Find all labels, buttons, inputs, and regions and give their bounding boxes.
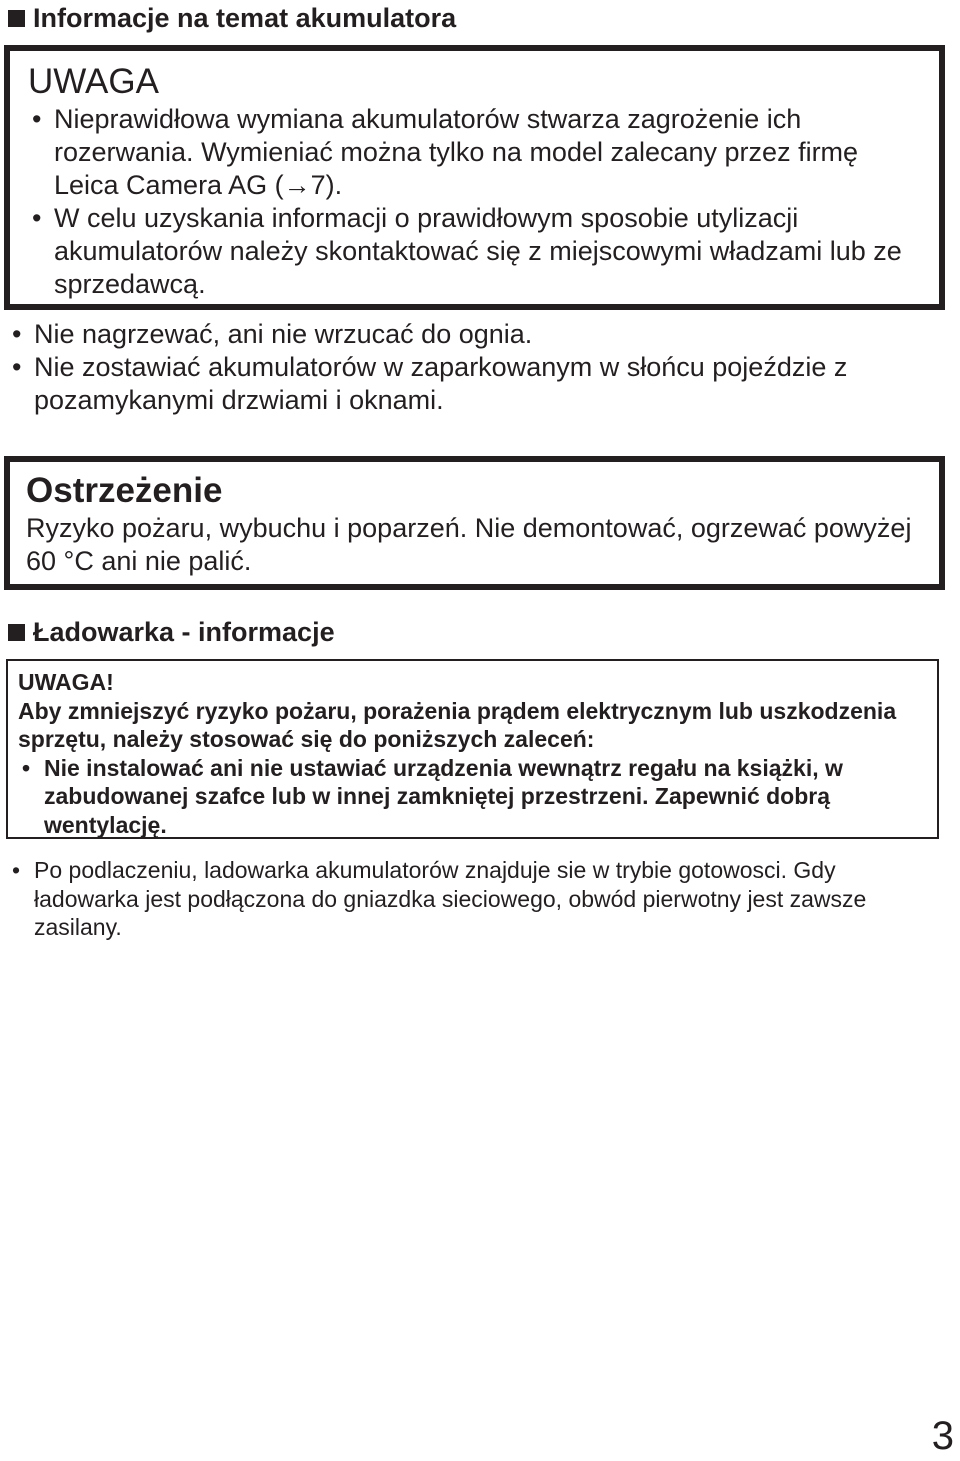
battery-warning-text: Ryzyko pożaru, wybuchu i poparzeń. Nie demontować, ogrzewać powyżej 60 °C ani nie palić. [26, 513, 912, 576]
black-square-icon [8, 624, 25, 641]
charger-caution-item-text: Nie instalować ani nie ustawiać urządzenia wewnątrz regału na książki, w zabudowanej szafce lub w innej zamkniętej przestrzeni. Zapewnić dobrą wentylację. [44, 754, 843, 838]
black-square-icon [8, 10, 25, 27]
charger-note-text: Po podlaczeniu, ladowarka akumulatorów znajduje sie w trybie gotowosci. Gdy ładowarka jest podłączona do gniazdka sieciowego, obwód pierwotny jest zawsze zasilany. [34, 857, 867, 940]
battery-section-heading [8, 2, 456, 34]
battery-notes-list [8, 318, 943, 417]
battery-note-item [8, 351, 943, 417]
bullet-icon: • [32, 104, 42, 134]
battery-section-heading-text: Informacje na temat akumulatora [33, 3, 457, 33]
charger-caution-title: UWAGA! [18, 669, 114, 695]
battery-note-item [8, 318, 943, 351]
bullet-icon: • [12, 857, 21, 883]
charger-section-heading [8, 616, 335, 648]
battery-caution-item [28, 103, 925, 202]
battery-caution-title: UWAGA [28, 62, 159, 101]
battery-note-text: Nie nagrzewać, ani nie wrzucać do ognia. [34, 319, 533, 349]
bullet-icon: • [12, 352, 22, 382]
charger-caution-list [18, 754, 929, 840]
bullet-icon: • [22, 754, 31, 781]
charger-caution-item [18, 754, 929, 840]
battery-caution-item-text: Nieprawidłowa wymiana akumulatorów stwarza zagrożenie ich rozerwania. Wymieniać można tylko na model zalecany przez firmę Leica Camera AG (→7). [54, 104, 859, 200]
charger-caution-box [6, 659, 939, 839]
bullet-icon: • [12, 319, 22, 349]
charger-notes-list [8, 856, 908, 942]
battery-note-text: Nie zostawiać akumulatorów w zaparkowanym w słońcu pojeździe z pozamykanymi drzwiami i oknami. [34, 352, 848, 415]
page-number: 3 [931, 1414, 954, 1458]
charger-note-item [8, 856, 908, 942]
battery-warning-title: Ostrzeżenie [26, 471, 223, 510]
charger-section-heading-text: Ładowarka - informacje [33, 617, 335, 647]
bullet-icon: • [32, 203, 42, 233]
battery-warning-box [4, 456, 945, 590]
battery-caution-list [28, 103, 925, 301]
battery-caution-item [28, 202, 925, 301]
battery-caution-box [4, 45, 945, 310]
charger-caution-intro: Aby zmniejszyć ryzyko pożaru, porażenia prądem elektrycznym lub uszkodzenia sprzętu, należy stosować się do poniższych zaleceń: [18, 697, 897, 752]
battery-caution-item-text: W celu uzyskania informacji o prawidłowym sposobie utylizacji akumulatorów należy skontaktować się z miejscowymi władzami lub ze sprzedawcą. [54, 203, 902, 299]
